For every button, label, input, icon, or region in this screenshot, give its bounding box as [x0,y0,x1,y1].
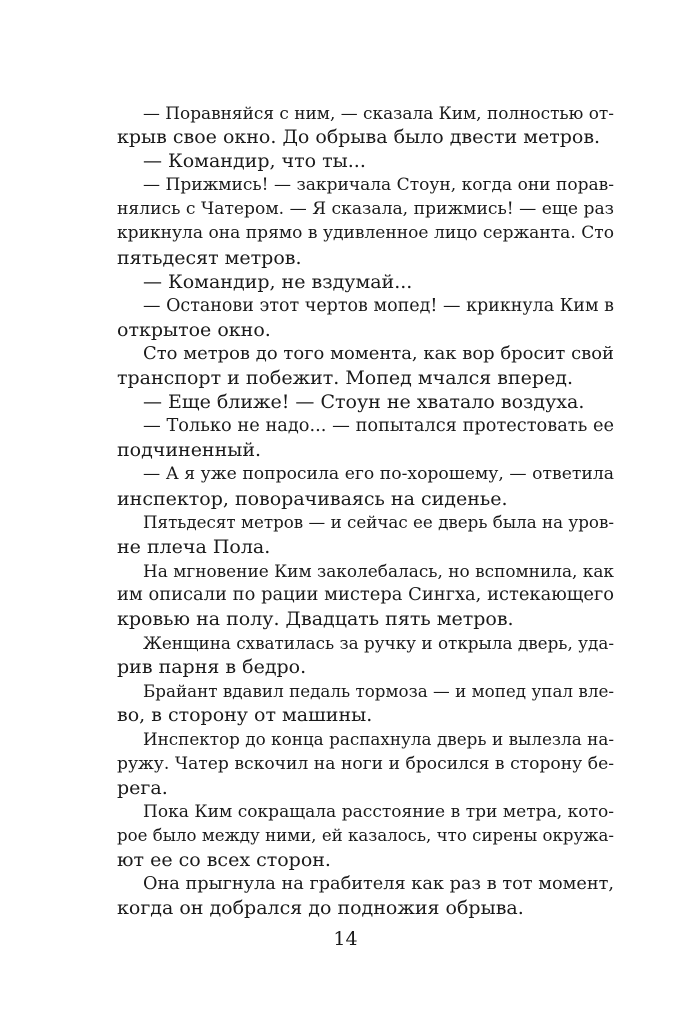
text-line: — Прижмись! — закричала Стоун, когда они порав- [143,175,614,196]
text-line: во, в сторону от машины. [117,704,373,727]
text-line: Пока Ким сокращала расстояние в три метра, кото- [143,801,614,822]
text-line: крикнула она прямо в удивленное лицо сержанта. Сто [117,223,614,244]
text-line: рив парня в бедро. [117,656,307,679]
text-line: На мгновение Ким заколебалась, но вспомнила, как [143,560,614,581]
text-line: им описали по рации мистера Сингха, истекающего [117,583,614,605]
text-line: Сто метров до того момента, как вор бросит свой [143,342,614,364]
page-number: 14 [333,928,358,950]
text-line: ют ее со всех сторон. [117,848,331,871]
text-line: подчиненный. [117,439,262,462]
text-line: крыв свое окно. До обрыва было двести метров. [117,126,601,149]
text-line: — А я уже попросила его по-хорошему, — ответила [143,464,614,485]
text-line: — Останови этот чертов мопед! — крикнула Ким в [143,295,614,316]
text-line: Пятьдесят метров — и сейчас ее дверь была на уров- [143,512,614,532]
text-line: открытое окно. [117,318,271,341]
text-line: Инспектор до конца распахнула дверь и вылезла на- [143,729,614,750]
body-text [117,101,614,920]
text-line: — Поравняйся с ним, — сказала Ким, полностью от- [143,103,614,123]
text-line: Брайант вдавил педаль тормоза — и мопед упал вле- [143,681,614,702]
text-line: инспектор, поворачиваясь на сиденье. [117,487,508,510]
text-line: когда он добрался до подножия обрыва. [117,897,524,920]
text-line: пятьдесят метров. [117,246,302,269]
text-line: ружу. Чатер вскочил на ноги и бросился в сторону бе- [117,753,614,774]
text-line: не плеча Пола. [117,535,271,558]
text-line: — Еще ближе! — Стоун не хватало воздуха. [143,391,585,414]
text-line: — Только не надо... — попытался протестовать ее [143,416,614,437]
text-line: кровью на полу. Двадцать пять метров. [117,607,514,630]
text-line: — Командир, что ты... [143,150,366,173]
text-line: нялись с Чатером. — Я сказала, прижмись! — еще раз [117,199,614,220]
text-line: транспорт и побежит. Мопед мчался вперед. [117,367,574,390]
text-line: Женщина схватилась за ручку и открыла дверь, уда- [143,633,614,654]
text-line: рое было между ними, ей казалось, что сирены окружа- [117,825,614,845]
text-line: рега. [117,776,168,799]
text-line: Она прыгнула на грабителя как раз в тот момент, [143,874,614,894]
text-line: — Командир, не вздумай... [143,270,413,293]
